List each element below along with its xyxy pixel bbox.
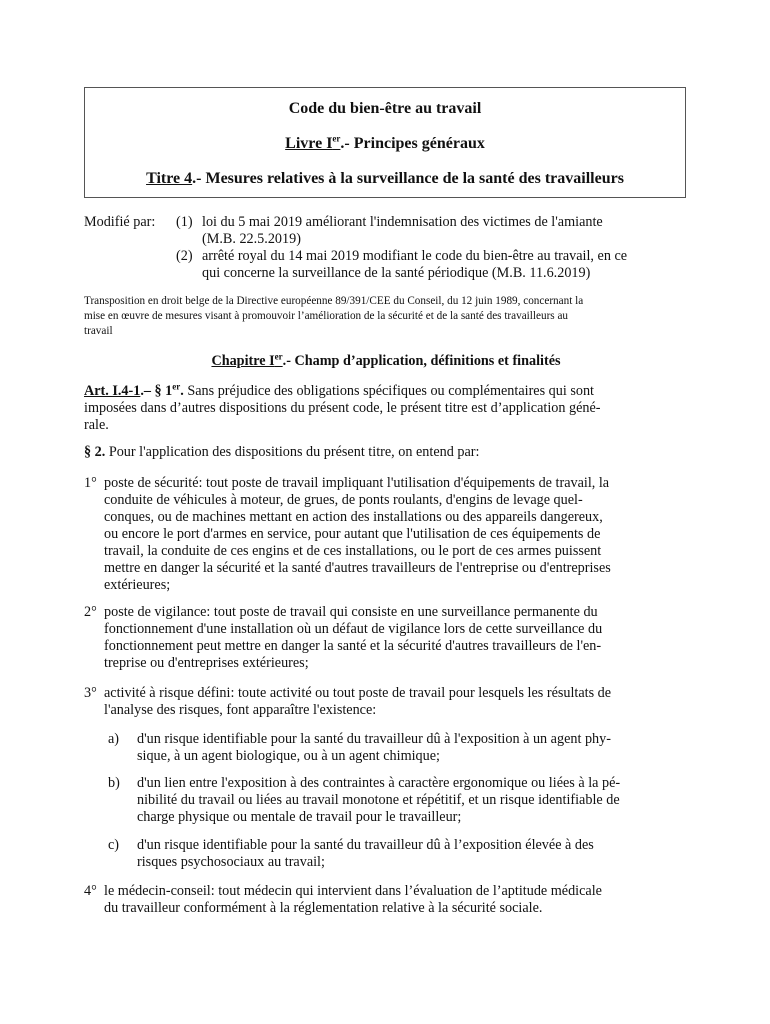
sub-item-line: d'un risque identifiable pour la santé du travailleur dû à l’exposition élevée à des [137, 837, 594, 853]
chapter-heading [84, 353, 688, 370]
modification-number: (2) [176, 248, 193, 264]
article-line: imposées dans d’autres dispositions du présent code, le présent titre est d’application géné- [84, 400, 601, 416]
definition-line: du travailleur conformément à la réglementation relative à la sécurité sociale. [104, 900, 543, 916]
sub-item-letter: b) [108, 775, 120, 791]
sub-item-line: risques psychosociaux au travail; [137, 854, 325, 870]
modification-line: (M.B. 22.5.2019) [202, 231, 301, 247]
livre-sup: er [332, 133, 341, 144]
sub-item-text [137, 837, 688, 871]
modifications-label: Modifié par: [84, 214, 156, 230]
definition-line: fonctionnement peut mettre en danger la santé et la sécurité d'autres travailleurs de l'en- [104, 638, 602, 654]
definition-line: fonctionnement d'une installation où un défaut de vigilance lors de cette surveillance du [104, 621, 603, 637]
transposition-note [84, 294, 688, 339]
definition-line: poste de vigilance: tout poste de travail qui consiste en une surveillance permanente du [104, 604, 598, 620]
definition-line: extérieures; [104, 577, 171, 593]
transposition-line: Transposition en droit belge de la Directive européenne 89/391/CEE du Conseil, du 12 juin 1989, concernant la [84, 295, 584, 307]
livre-heading [85, 135, 685, 152]
paragraph-2 [84, 444, 686, 461]
definition-line: ou encore le port d'armes en service, pour autant que l'utilisation de ces équipements de [104, 526, 601, 542]
sub-item-text [137, 731, 688, 765]
definition-text [104, 883, 688, 917]
modification-line: qui concerne la surveillance de la santé périodique (M.B. 11.6.2019) [202, 265, 591, 281]
paragraph-2-text: Pour l'application des dispositions du présent titre, on entend par: [105, 444, 480, 460]
definition-line: l'analyse des risques, font apparaître l'existence: [104, 702, 377, 718]
article-text: Sans préjudice des obligations spécifiques ou complémentaires qui sont [183, 383, 594, 399]
definition-line: le médecin-conseil: tout médecin qui intervient dans l’évaluation de l’aptitude médicale [104, 883, 602, 899]
chapter-sup: er [274, 351, 283, 362]
sub-item-text [137, 775, 688, 826]
section-marker: .– § 1 [140, 383, 173, 399]
section-dot: . [180, 383, 184, 399]
definition-text [104, 685, 688, 719]
definition-line: poste de sécurité: tout poste de travail impliquant l'utilisation d'équipements de travail, la [104, 475, 610, 491]
titre-rest: .- Mesures relatives à la surveillance de la santé des travailleurs [192, 170, 624, 187]
sub-item-letter: c) [108, 837, 120, 853]
modification-text [202, 248, 688, 282]
livre-rest: .- Principes généraux [340, 135, 485, 152]
definition-text [104, 475, 688, 594]
transposition-line: mise en œuvre de mesures visant à promouvoir l’amélioration de la sécurité et de la santé des travailleurs au [84, 310, 569, 322]
article-line: rale. [84, 417, 109, 433]
sub-item-line: d'un risque identifiable pour la santé du travailleur dû à l'exposition à un agent phy- [137, 731, 611, 747]
livre-label: Livre I [285, 135, 333, 152]
titre-heading [85, 170, 685, 187]
sub-item-line: sique, à un agent biologique, ou à un agent chimique; [137, 748, 440, 764]
chapter-label: Chapitre I [211, 353, 275, 369]
definition-line: mettre en danger la sécurité et la santé d'autres travailleurs de l'entreprise ou d'entreprises [104, 560, 611, 576]
sub-item-line: nibilité du travail ou liées au travail monotone et répétitif, et un risque identifiable de [137, 792, 620, 808]
definition-line: activité à risque défini: toute activité ou tout poste de travail pour lesquels les résultats de [104, 685, 612, 701]
transposition-line: travail [84, 325, 113, 337]
definition-number: 3° [84, 685, 97, 701]
modification-line: loi du 5 mai 2019 améliorant l'indemnisation des victimes de l'amiante [202, 214, 603, 230]
definition-line: conques, ou de machines mettant en action des installations ou des appareils dangereux, [104, 509, 603, 525]
sub-item-letter: a) [108, 731, 120, 747]
code-title: Code du bien-être au travail [288, 100, 482, 117]
modification-line: arrêté royal du 14 mai 2019 modifiant le code du bien-être au travail, en ce [202, 248, 628, 264]
definition-number: 4° [84, 883, 97, 899]
title-box [84, 87, 686, 198]
definition-text [104, 604, 688, 672]
definition-line: treprise ou d'entreprises extérieures; [104, 655, 309, 671]
definition-line: travail, la conduite de ces engins et de ces installations, ou le port de ces armes puissent [104, 543, 602, 559]
sub-item-line: d'un lien entre l'exposition à des contraintes à caractère ergonomique ou liées à la pé- [137, 775, 621, 791]
section-sup: er [172, 381, 181, 392]
article-paragraph-1 [84, 383, 686, 434]
sub-item-line: charge physique ou mentale de travail pour le travailleur; [137, 809, 462, 825]
paragraph-2-label: § 2. [84, 444, 106, 460]
modification-number: (1) [176, 214, 193, 230]
chapter-rest: .- Champ d’application, définitions et finalités [282, 353, 561, 369]
modification-text [202, 214, 688, 248]
definition-number: 2° [84, 604, 97, 620]
definition-number: 1° [84, 475, 97, 491]
article-line [84, 383, 686, 400]
definition-line: conduite de véhicules à moteur, de grues, de ponts roulants, d'engins de levage quel- [104, 492, 583, 508]
titre-label: Titre 4 [146, 170, 193, 187]
article-label: Art. I.4-1 [84, 383, 141, 399]
